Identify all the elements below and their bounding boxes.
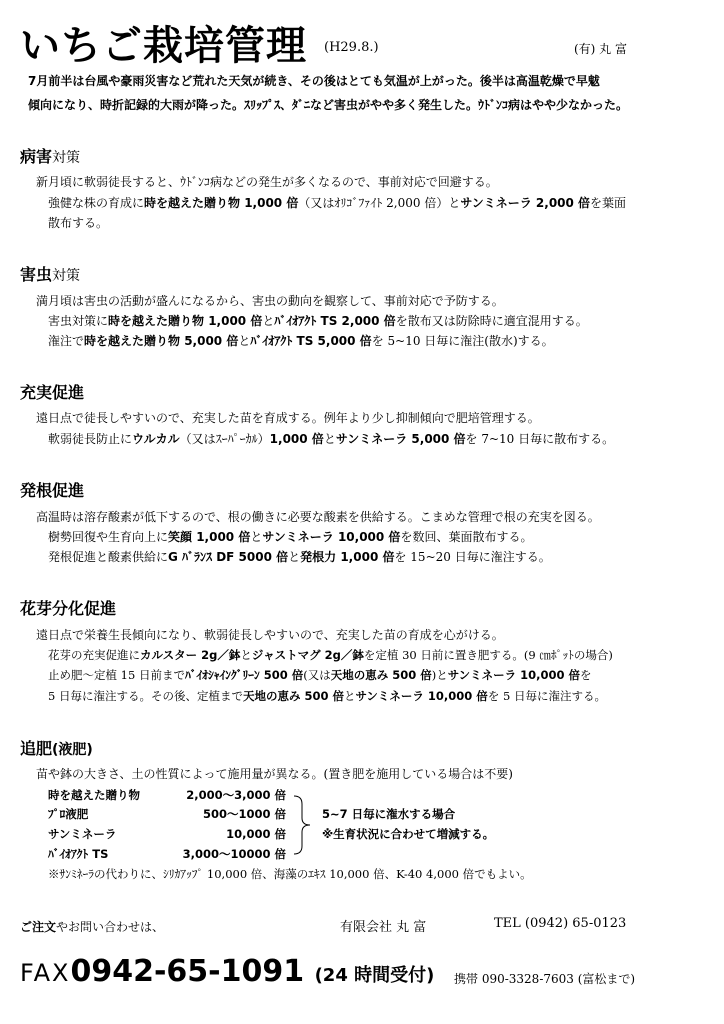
product-sanminera: サンミネーラ 10,000 倍 xyxy=(355,689,488,703)
bud-text-2 xyxy=(48,647,613,663)
fert-row-name: サンミネーラ xyxy=(48,827,117,841)
text-part: と xyxy=(288,550,301,564)
root-text-3 xyxy=(48,548,551,565)
fert-row-name: ﾌﾟﾛ液肥 xyxy=(48,807,89,821)
product-hakkonryoku: 発根力 1,000 倍 xyxy=(300,550,395,564)
text-part: を 7~10 日毎に散布する。 xyxy=(465,432,615,446)
fruit-text-2 xyxy=(48,430,614,447)
text-part: 強健な株の育成に xyxy=(48,196,145,210)
text-part: 発根促進と酸素供給に xyxy=(48,550,169,564)
text-part: を定植 30 日前に置き肥する。(9 ㎝ﾎﾟｯﾄの場合) xyxy=(363,648,613,662)
text-part: を 5~10 日毎に潅注(散水)する。 xyxy=(371,334,554,348)
heading-rest: 対策 xyxy=(52,268,81,284)
fert-note-2: ※生育状況に合わせて増減する。 xyxy=(322,827,495,841)
brace-bracket xyxy=(292,794,312,856)
text-part: (又は xyxy=(303,668,331,682)
heading-sub: (液肥) xyxy=(52,742,93,758)
text-part: を葉面 xyxy=(590,196,627,210)
pest-text-3 xyxy=(48,332,554,349)
section-heading-disease xyxy=(20,144,80,167)
text-part: 害虫対策に xyxy=(48,314,109,328)
root-text-2 xyxy=(48,528,532,545)
disease-text-3: 散布する。 xyxy=(48,216,109,230)
product-sanminera: サンミネーラ 2,000 倍 xyxy=(460,196,591,210)
heading-rest: 対策 xyxy=(52,150,81,166)
product-tenchi: 天地の恵み 500 倍 xyxy=(242,689,344,703)
bud-text-1: 遠日点で栄養生長傾向になり、軟弱徒長しやすいので、充実した苗の育成を心がける。 xyxy=(36,628,504,642)
text-part: 軟弱徒長防止に xyxy=(48,432,133,446)
issue-date: (H29.8.) xyxy=(324,40,379,55)
text-part: 花芽の充実促進に xyxy=(48,648,140,662)
text-part: （又はｽｰﾊﾟｰｶﾙ） xyxy=(179,432,270,446)
text-part: （又はｵﾘｺﾞﾌｧｲﾄ 2,000 倍）と xyxy=(298,196,461,210)
text-part: を 5 日毎に潅注する。 xyxy=(487,689,606,703)
product-bioact: ﾊﾞｲｵｱｸﾄ TS 5,000 倍 xyxy=(250,334,372,348)
fert-row-value: 3,000～10000 倍 xyxy=(182,847,286,861)
disease-text-2 xyxy=(48,194,626,211)
text-part: と xyxy=(344,689,356,703)
fert-row-name: 時を越えた贈り物 xyxy=(48,788,140,802)
order-rest: やお問い合わせは、 xyxy=(56,920,165,934)
product-bioact: ﾊﾞｲｵｱｸﾄ TS 2,000 倍 xyxy=(274,314,396,328)
bud-text-4 xyxy=(48,688,606,704)
dilution: 1,000 倍 xyxy=(269,432,324,446)
bud-text-3 xyxy=(48,667,592,683)
text-part: を 15~20 日毎に潅注する。 xyxy=(394,550,551,564)
fert-note-1: 5~7 日毎に潅水する場合 xyxy=(322,807,456,821)
text-part: を数回、葉面散布する。 xyxy=(400,530,533,544)
pest-text-2 xyxy=(48,312,588,329)
product-sanminera: サンミネーラ 10,000 倍 xyxy=(262,530,401,544)
page-title: いちご栽培管理 xyxy=(20,23,307,69)
mobile-number: 携帯 090-3328-7603 (富松まで) xyxy=(454,972,636,986)
heading-bold: 害虫 xyxy=(20,265,53,284)
disease-text-1: 新月頃に軟弱徒長すると、ｳﾄﾞﾝｺ病などの発生が多くなるので、事前対応で回避する。 xyxy=(36,175,498,189)
product-sanminera: サンミネーラ 10,000 倍 xyxy=(447,668,581,682)
product-gbalance: G ﾊﾞﾗﾝｽ DF 5000 倍 xyxy=(168,550,289,564)
section-heading-fertilizer xyxy=(20,736,93,759)
section-heading-fruit: 充実促進 xyxy=(20,383,85,402)
fax-line xyxy=(20,954,434,989)
product-urukaru: ウルカル xyxy=(132,432,180,446)
pest-text-1: 満月頃は害虫の活動が盛んになるから、害虫の動向を観察して、事前対応で予防する。 xyxy=(36,294,504,308)
fert-text-1: 苗や鉢の大きさ、土の性質によって施用量が異なる。(置き肥を施用している場合は不要) xyxy=(36,767,513,781)
root-text-1: 高温時は溶存酸素が低下するので、根の働きに必要な酸素を供給する。こまめな管理で根の充実を図る。 xyxy=(36,510,600,524)
fax-hours: (24 時間受付) xyxy=(314,965,435,986)
text-part: と xyxy=(250,530,263,544)
product-tenchi: 天地の恵み 500 倍 xyxy=(330,668,432,682)
text-part: 止め肥～定植 15 日前まで xyxy=(48,668,185,682)
fert-row-name: ﾊﾞｲｵｱｸﾄ TS xyxy=(48,847,109,861)
heading-main: 追肥 xyxy=(20,739,53,758)
order-bold: ご注文 xyxy=(20,920,57,934)
text-part: 潅注で xyxy=(48,334,85,348)
company-name: 有限会社 丸 富 xyxy=(340,920,427,935)
fert-row-value: 2,000～3,000 倍 xyxy=(186,788,286,802)
product-gift: 時を越えた贈り物 1,000 倍 xyxy=(144,196,299,210)
product-gift: 時を越えた贈り物 5,000 倍 xyxy=(84,334,239,348)
text-part: と xyxy=(323,432,336,446)
fert-row-value: 10,000 倍 xyxy=(226,827,286,841)
section-heading-bud: 花芽分化促進 xyxy=(20,599,117,618)
product-egao: 笑顔 1,000 倍 xyxy=(168,530,251,544)
section-heading-root: 発根促進 xyxy=(20,481,85,500)
text-part: 樹勢回復や生育向上に xyxy=(48,530,169,544)
product-bioshine: ﾊﾞｲｵｼｬｲﾝｸﾞﾘｰﾝ 500 倍 xyxy=(184,668,304,682)
intro-line-1: 7月前半は台風や豪雨災害など荒れた天気が続き、その後はとても気温が上がった。後半は高温乾燥で早魃 xyxy=(28,74,600,88)
fruit-text-1: 遠日点で徒長しやすいので、充実した苗を育成する。例年より少し抑制傾向で肥培管理する。 xyxy=(36,411,540,425)
product-karusuta: カルスター 2g／鉢 xyxy=(140,648,241,662)
text-part: を散布又は防除時に適宜混用する。 xyxy=(395,314,588,328)
fax-prefix: FAX xyxy=(20,959,71,987)
section-heading-pest xyxy=(20,262,80,285)
text-part: と xyxy=(238,334,251,348)
fax-number: 0942-65-1091 xyxy=(70,954,305,989)
text-part: と xyxy=(262,314,275,328)
order-inquiry xyxy=(20,918,164,935)
text-part: と xyxy=(240,648,252,662)
heading-bold: 病害 xyxy=(20,147,53,166)
text-part: を xyxy=(580,668,592,682)
intro-line-2: 傾向になり、時折記録的大雨が降った。ｽﾘｯﾌﾟｽ、ﾀﾞﾆなど害虫がやや多く発生した。ｳﾄﾞﾝｺ病はやや少なかった。 xyxy=(28,98,629,112)
organization-name: (有) 丸 富 xyxy=(574,42,627,56)
product-justmag: ジャストマグ 2g／鉢 xyxy=(251,648,364,662)
text-part: 5 日毎に潅注する。その後、定植まで xyxy=(48,689,243,703)
product-sanminera: サンミネーラ 5,000 倍 xyxy=(335,432,466,446)
tel-number: TEL (0942) 65-0123 xyxy=(494,916,627,931)
text-part: )と xyxy=(431,668,448,682)
fert-row-value: 500～1000 倍 xyxy=(202,807,286,821)
fert-footnote: ※ｻﾝﾐﾈｰﾗの代わりに、ｼﾘｶｱｯﾌﾟ 10,000 倍、海藻のｴｷｽ 10,000 倍、K-40 4,000 倍でもよい。 xyxy=(48,867,532,881)
product-gift: 時を越えた贈り物 1,000 倍 xyxy=(108,314,263,328)
